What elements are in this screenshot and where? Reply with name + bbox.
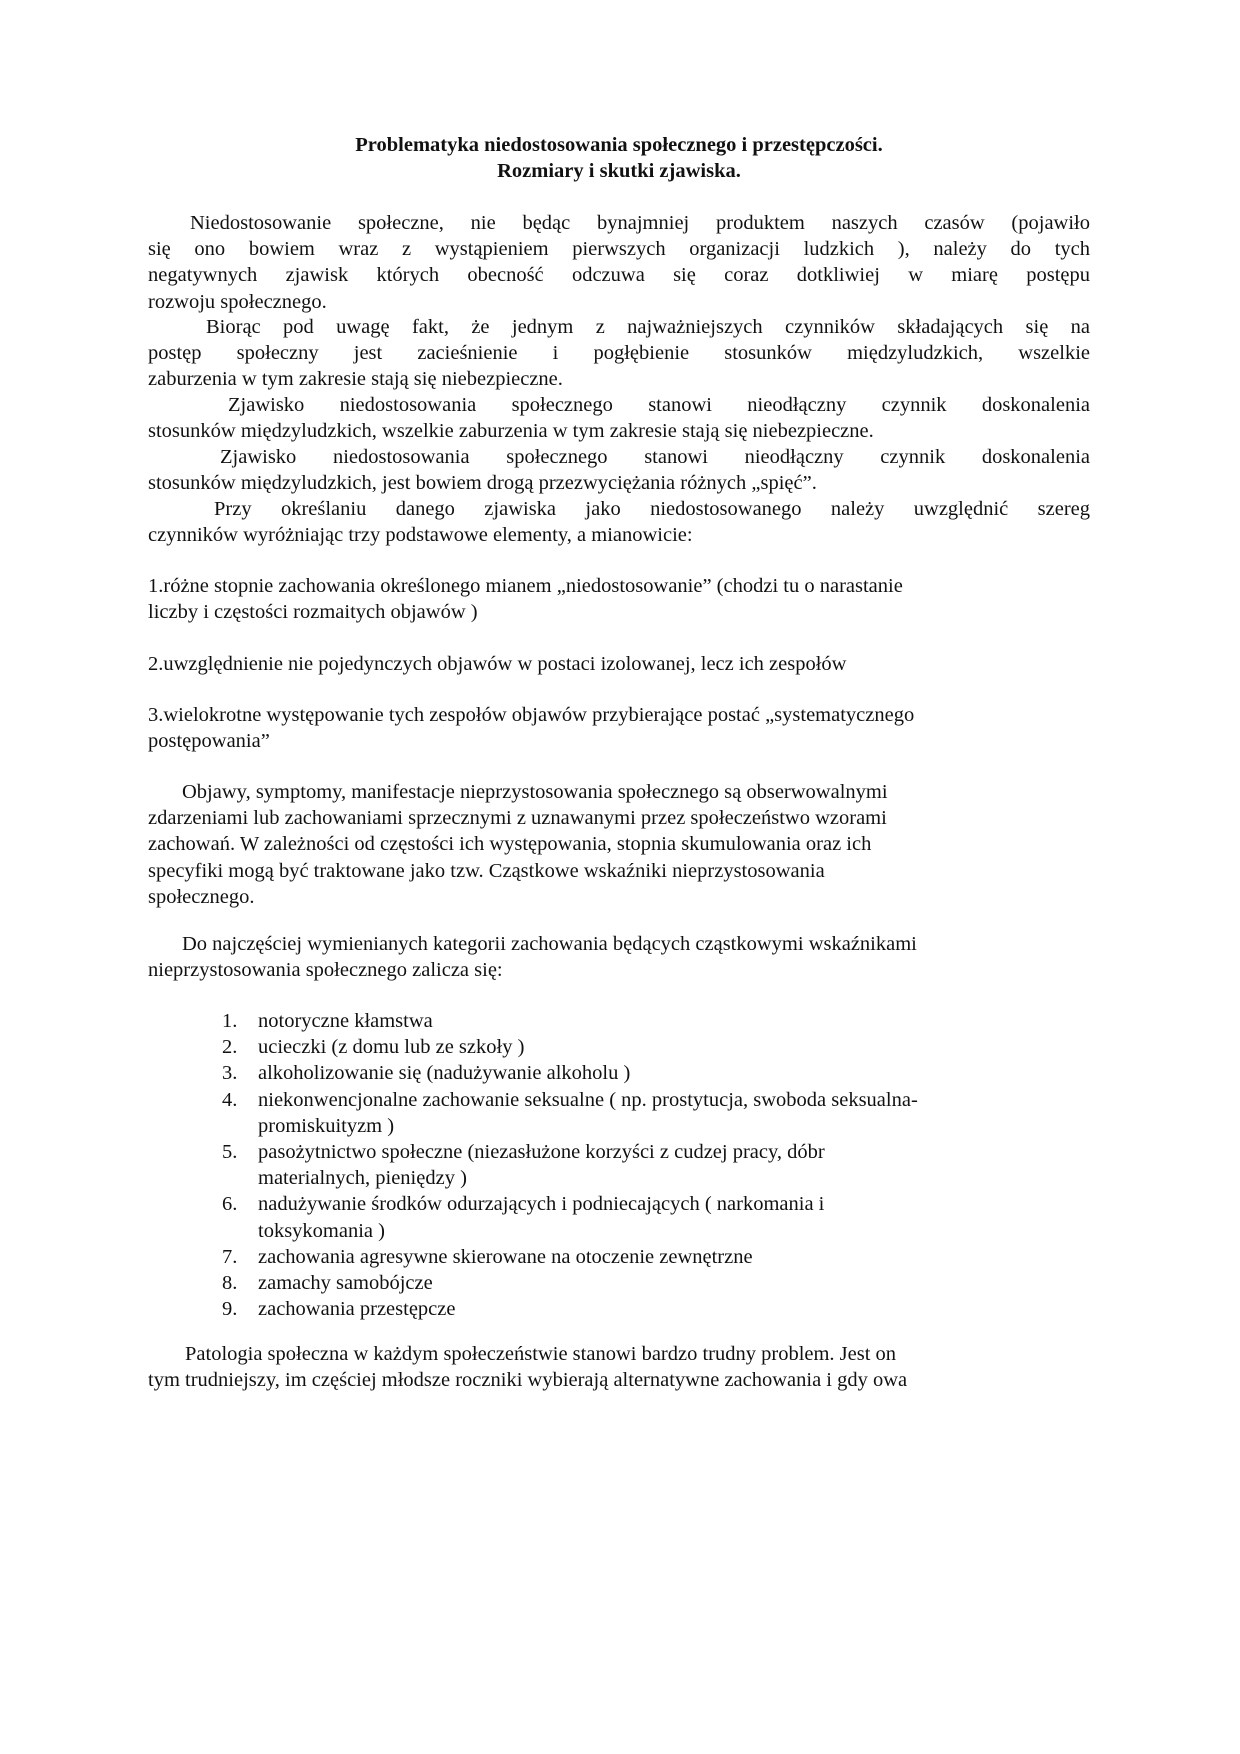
list-item (222, 1034, 1092, 1060)
list-item (222, 1139, 1092, 1191)
paragraph-categories-intro (148, 931, 1090, 983)
text-line: postęp społeczny jest zacieśnienie i pogłębienie stosunków międzyludzkich, wszelkie (148, 342, 1090, 365)
list-number: 8. (222, 1272, 238, 1295)
title-line-2: Rozmiary i skutki zjawiska. (497, 160, 741, 182)
list-text: materialnych, pieniędzy ) (258, 1167, 467, 1190)
list-number: 6. (222, 1193, 238, 1216)
text-line: rozwoju społecznego. (148, 290, 327, 313)
element-2 (148, 651, 1090, 677)
list-item (222, 1008, 1092, 1034)
list-text: alkoholizowanie się (nadużywanie alkoholu ) (258, 1062, 631, 1085)
list-item (222, 1244, 1092, 1270)
list-text: zamachy samobójcze (258, 1272, 433, 1295)
list-number: 2. (222, 1036, 238, 1059)
text-line: Objawy, symptomy, manifestacje nieprzystosowania społecznego są obserwowalnymi (182, 781, 888, 803)
text-line: zachowań. W zależności od częstości ich występowania, stopnia skumulowania oraz ich (148, 833, 872, 856)
text-line: czynników wyróżniając trzy podstawowe elementy, a mianowicie: (148, 524, 693, 547)
list-number: 7. (222, 1245, 238, 1268)
text-line: 1.różne stopnie zachowania określonego mianem „niedostosowanie” (chodzi tu o narastanie (148, 575, 903, 597)
text-line: Przy określaniu danego zjawiska jako niedostosowanego należy uwzględnić szereg (214, 498, 1090, 520)
text-line: liczby i częstości rozmaitych objawów ) (148, 601, 478, 624)
text-line: stosunków międzyludzkich, wszelkie zaburzenia w tym zakresie stają się niebezpieczne. (148, 420, 874, 443)
text-line: stosunków międzyludzkich, jest bowiem drogą przezwyciężania różnych „spięć”. (148, 472, 817, 495)
text-line: tym trudniejszy, im częściej młodsze roczniki wybierają alternatywne zachowania i gdy owa (148, 1369, 908, 1392)
paragraph-symptoms (148, 779, 1090, 910)
list-number: 9. (222, 1298, 238, 1321)
paragraph-intro (148, 210, 1090, 315)
text-line: negatywnych zjawisk których obecność odczuwa się coraz dotkliwiej w miarę postępu (148, 264, 1090, 287)
element-1 (148, 573, 1090, 625)
text-line: 3.wielokrotne występowanie tych zespołów objawów przybierające postać „systematycznego (148, 704, 915, 726)
list-item (222, 1270, 1092, 1296)
categories-list (222, 1008, 1092, 1322)
list-text: zachowania przestępcze (258, 1298, 456, 1321)
list-item (222, 1060, 1092, 1086)
list-number: 4. (222, 1088, 238, 1111)
text-line: Zjawisko niedostosowania społecznego stanowi nieodłączny czynnik doskonalenia (228, 394, 1090, 416)
title-line-1: Problematyka niedostosowania społecznego i przestępczości. (355, 134, 883, 156)
text-line: się ono bowiem wraz z wystąpieniem pierwszych organizacji ludzkich ), należy do tych (148, 238, 1090, 261)
text-line: społecznego. (148, 885, 255, 908)
list-item (222, 1087, 1092, 1139)
paragraph-phenomenon-1 (148, 392, 1090, 444)
paragraph-determination (148, 496, 1090, 548)
list-text: niekonwencjonalne zachowanie seksualne ( np. prostytucja, swoboda seksualna- (258, 1088, 918, 1111)
list-number: 3. (222, 1062, 238, 1085)
list-text: nadużywanie środków odurzających i podniecających ( narkomania i (258, 1193, 825, 1216)
text-line: Niedostosowanie społeczne, nie będąc bynajmniej produktem naszych czasów (pojawiło (190, 212, 1090, 234)
text-line: Do najczęściej wymienianych kategorii zachowania będących cząstkowymi wskaźnikami (182, 933, 917, 955)
text-line: zdarzeniami lub zachowaniami sprzecznymi z uznawanymi przez społeczeństwo wzorami (148, 807, 887, 830)
paragraph-phenomenon-2 (148, 444, 1090, 496)
text-line: nieprzystosowania społecznego zalicza się: (148, 959, 503, 982)
text-line: Biorąc pod uwagę fakt, że jednym z najważniejszych czynników składających się na (206, 316, 1090, 338)
paragraph-progress (148, 314, 1090, 393)
text-line: Zjawisko niedostosowania społecznego stanowi nieodłączny czynnik doskonalenia (220, 446, 1090, 468)
text-line: specyfiki mogą być traktowane jako tzw. Cząstkowe wskaźniki nieprzystosowania (148, 859, 825, 882)
list-text: toksykomania ) (258, 1219, 385, 1242)
text-line: zaburzenia w tym zakresie stają się niebezpieczne. (148, 368, 563, 391)
list-number: 5. (222, 1141, 238, 1164)
text-line: postępowania” (148, 730, 270, 753)
list-text: promiskuityzm ) (258, 1114, 395, 1137)
element-3 (148, 702, 1090, 754)
document-title (148, 132, 1090, 184)
list-text: notoryczne kłamstwa (258, 1010, 433, 1032)
list-text: ucieczki (z domu lub ze szkoły ) (258, 1036, 525, 1059)
text-line: Patologia społeczna w każdym społeczeństwie stanowi bardzo trudny problem. Jest on (185, 1343, 897, 1365)
list-text: zachowania agresywne skierowane na otoczenie zewnętrzne (258, 1245, 753, 1268)
paragraph-pathology (148, 1341, 1090, 1393)
list-item (222, 1191, 1092, 1243)
list-number: 1. (222, 1010, 238, 1032)
text-line: 2.uwzględnienie nie pojedynczych objawów w postaci izolowanej, lecz ich zespołów (148, 653, 847, 675)
list-text: pasożytnictwo społeczne (niezasłużone korzyści z cudzej pracy, dóbr (258, 1141, 825, 1164)
list-item (222, 1296, 1092, 1322)
